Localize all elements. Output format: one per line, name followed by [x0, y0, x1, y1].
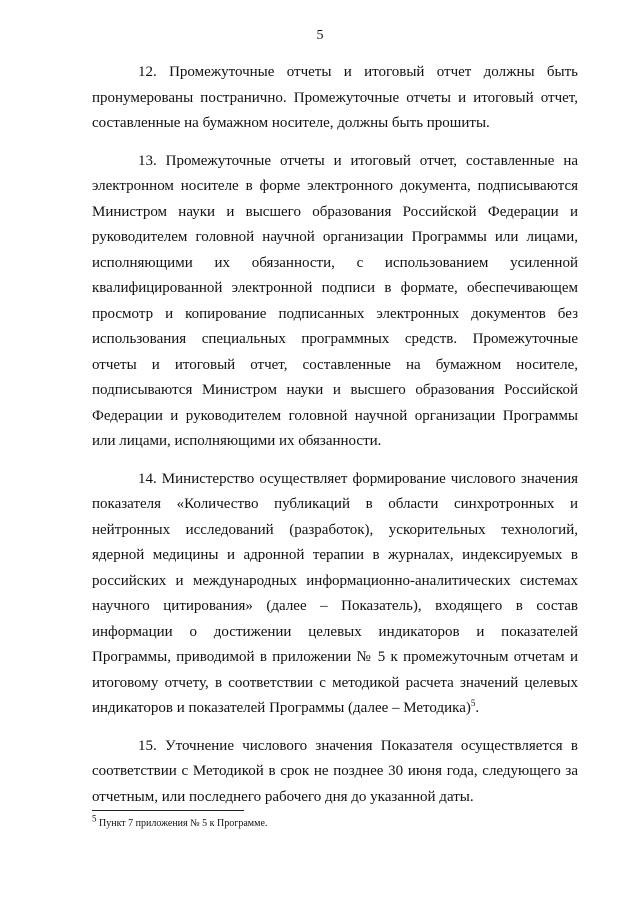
paragraph-12: 12. Промежуточные отчеты и итоговый отчет должны быть пронумерованы постранично. Промежуточные отчеты и итоговый отчет, составленные на бумажном носителе, должны быть прошиты.	[92, 64, 578, 131]
page-number: 5	[316, 28, 324, 43]
paragraph-13: 13. Промежуточные отчеты и итоговый отчет, составленные на электронном носителе в форме электронного документа, подписываются Министром науки и высшего образования Российской Федерации и руководителем головной научной организации Программы или лицами, исполняющими их обязанности, с использованием усиленной квалифицированной электронной подписи в формате, обеспечивающем просмотр и копирование подписанных электронных документов без использования специальных программных средств. Промежуточные отчеты и итоговый отчет, составленные на бумажном носителе, подписываются Министром науки и высшего образования Российской Федерации и руководителем головной научной организации Программы или лицами, исполняющими их обязанности.	[92, 152, 578, 449]
paragraph-15: 15. Уточнение числового значения Показателя осуществляется в соответствии с Методикой в срок не позднее 30 июня года, следующего за отчетным, или последнего рабочего дня до указанной даты.	[92, 737, 578, 805]
paragraph-14-end: .	[475, 700, 480, 716]
paragraph-14-text: 14. Министерство осуществляет формирование числового значения показателя «Количество публикаций в области синхротронных и нейтронных исследований (разработок), ускорительных технологий, ядерной медицины и адронной терапии в журналах, индексируемых в российских и международных информационно-аналитических системах научного цитирования» (далее – Показатель), входящего в состав информации о достижении целевых индикаторов и показателей Программы, приводимой в приложении № 5 к промежуточным отчетам и итоговому отчету, в соответствии с методикой расчета значений целевых индикаторов и показателей Программы (далее – Методика)	[92, 470, 578, 716]
footnote-reference[interactable]: 5	[470, 698, 476, 708]
footnote-mark: 5	[92, 813, 97, 824]
footnote	[92, 813, 578, 831]
footnote-text: Пункт 7 приложения № 5 к Программе.	[96, 818, 268, 829]
footnote-separator	[92, 810, 244, 811]
document-body	[92, 60, 578, 822]
paragraph-14	[92, 467, 578, 722]
